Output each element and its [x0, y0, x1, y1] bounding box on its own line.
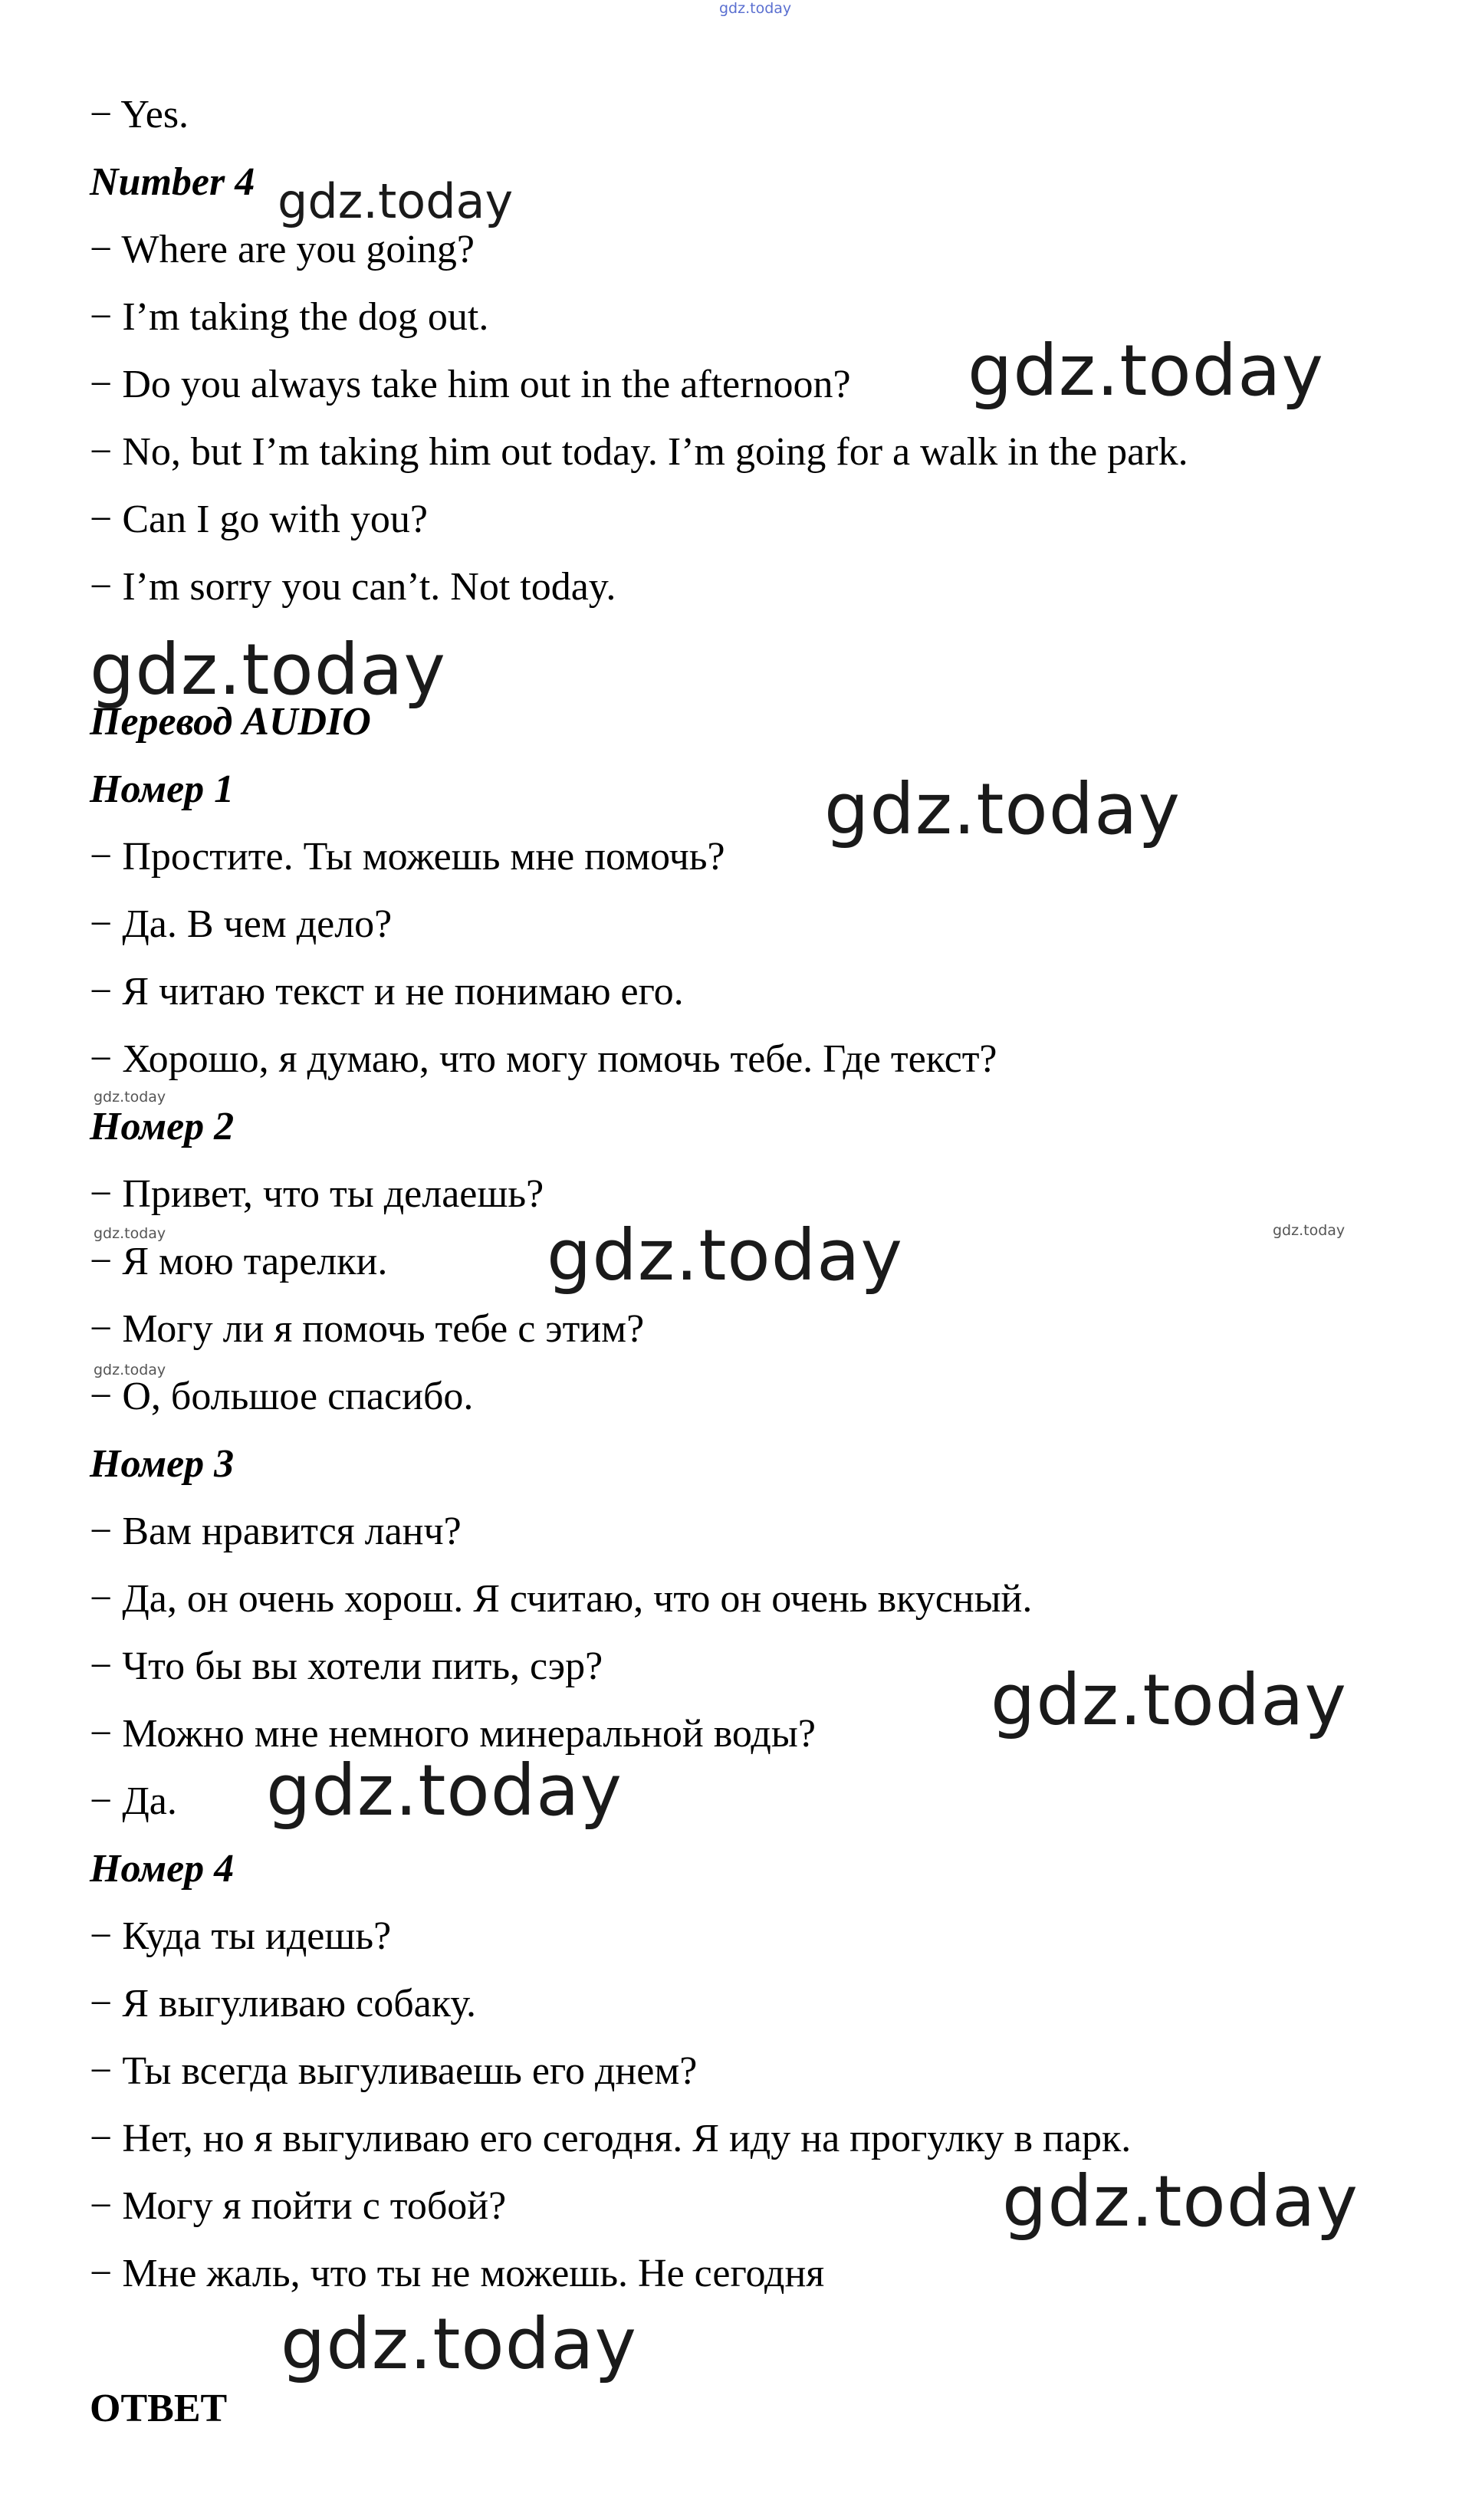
watermark: gdz.today [991, 1659, 1347, 1741]
section-heading-number-4: Number 4 [90, 160, 255, 204]
watermark: gdz.today [719, 0, 792, 17]
dialogue-line: − Могу я пойти с тобой? [90, 2184, 507, 2228]
dialogue-line: − Do you always take him out in the afternoon? [90, 363, 851, 406]
dialogue-line: − Я мою тарелки. [90, 1240, 388, 1283]
dialogue-line: − Yes. [90, 93, 189, 136]
watermark: gdz.today [824, 768, 1181, 850]
dialogue-line: − Нет, но я выгуливаю его сегодня. Я иду на прогулку в парк. [90, 2117, 1132, 2160]
watermark: gdz.today [278, 173, 514, 229]
watermark: gdz.today [266, 1750, 623, 1832]
dialogue-line: − О, большое спасибо. [90, 1375, 474, 1418]
watermark: gdz.today [1002, 2160, 1359, 2242]
answer-label: ОТВЕТ [90, 2387, 228, 2430]
dialogue-line: − Куда ты идешь? [90, 1914, 392, 1958]
watermark: gdz.today [94, 1225, 166, 1242]
watermark: gdz.today [547, 1214, 903, 1296]
dialogue-line: − Хорошо, я думаю, что могу помочь тебе. Где текст? [90, 1037, 997, 1081]
dialogue-line: − Можно мне немного минеральной воды? [90, 1712, 816, 1756]
dialogue-line: − I’m sorry you can’t. Not today. [90, 565, 616, 609]
dialogue-line: − Да. [90, 1779, 177, 1823]
dialogue-line: − Where are you going? [90, 228, 475, 271]
watermark: gdz.today [94, 1362, 166, 1378]
dialogue-line: − Простите. Ты можешь мне помочь? [90, 835, 725, 879]
dialogue-line: − I’m taking the dog out. [90, 295, 489, 339]
dialogue-line: − Я читаю текст и не понимаю его. [90, 970, 684, 1014]
section-heading-nomer-2: Номер 2 [90, 1105, 235, 1148]
dialogue-line: − Могу ли я помочь тебе с этим? [90, 1307, 645, 1351]
section-heading-nomer-1: Номер 1 [90, 767, 235, 811]
dialogue-line: − Что бы вы хотели пить, сэр? [90, 1644, 603, 1688]
watermark: gdz.today [281, 2303, 637, 2385]
watermark: gdz.today [94, 1089, 166, 1106]
section-heading-nomer-3: Номер 3 [90, 1442, 235, 1486]
dialogue-line: − Can I go with you? [90, 498, 428, 541]
watermark: gdz.today [90, 629, 446, 711]
dialogue-line: − Да. В чем дело? [90, 902, 393, 946]
watermark: gdz.today [968, 330, 1324, 412]
dialogue-line: − Мне жаль, что ты не можешь. Не сегодня [90, 2252, 825, 2295]
watermark: gdz.today [1273, 1222, 1346, 1239]
dialogue-line: − Вам нравится ланч? [90, 1510, 462, 1553]
translation-heading: Перевод AUDIO [90, 700, 371, 744]
dialogue-line: − Ты всегда выгуливаешь его днем? [90, 2049, 698, 2093]
dialogue-line: − Привет, что ты делаешь? [90, 1172, 544, 1216]
section-heading-nomer-4: Номер 4 [90, 1847, 235, 1891]
dialogue-line: − No, but I’m taking him out today. I’m going for a walk in the park. [90, 430, 1188, 474]
dialogue-line: − Да, он очень хорош. Я считаю, что он очень вкусный. [90, 1577, 1033, 1621]
dialogue-line: − Я выгуливаю собаку. [90, 1982, 477, 2026]
